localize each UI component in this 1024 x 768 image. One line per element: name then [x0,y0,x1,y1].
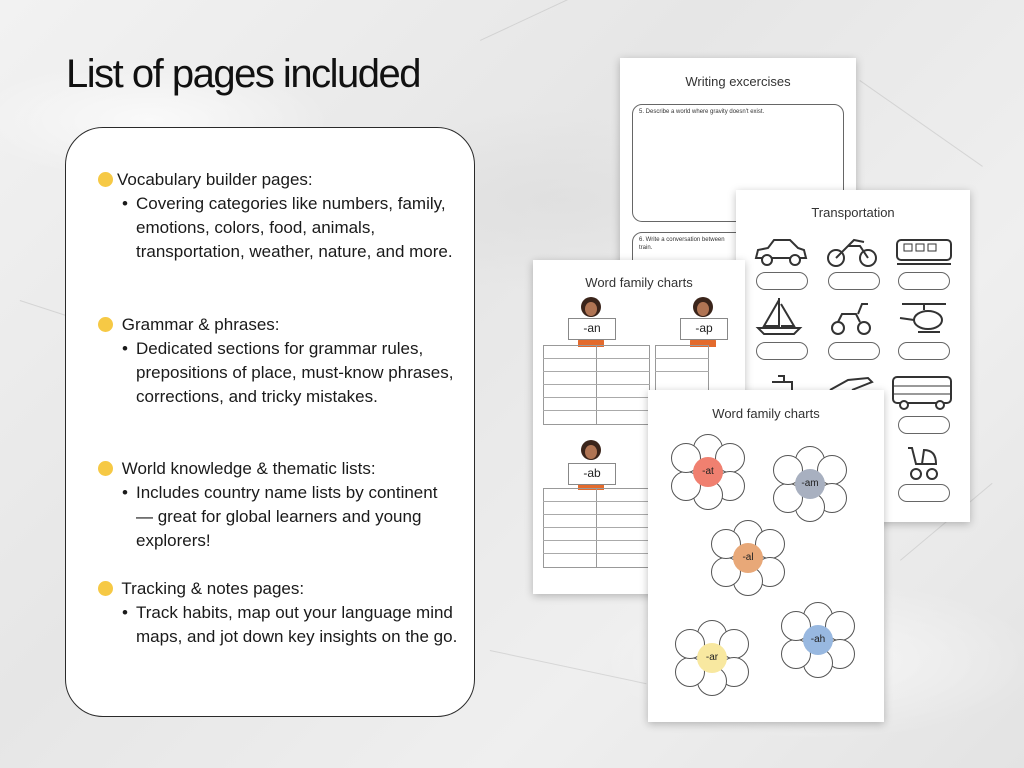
answer-pill [898,416,950,434]
answer-pill [828,342,880,360]
helicopter-icon [896,300,952,336]
chart-row-line [543,397,650,398]
car-icon [752,234,808,268]
answer-pill [898,272,950,290]
disc-bullet-icon: • [122,603,128,622]
word-flower [780,602,856,678]
section-world-knowledge [98,457,458,553]
chart-row-line [543,384,650,385]
section-heading [98,168,458,192]
pages-list-card [65,127,475,717]
word-flower [710,520,786,596]
chart-row-line [655,358,709,359]
word-family-flowers-page [648,390,884,722]
chart-cell [596,345,650,425]
marble-vein [859,80,982,167]
flowers-page-title: Word family charts [712,406,820,421]
section-heading-text: World knowledge & thematic lists: [121,459,376,478]
answer-pill [756,272,808,290]
section-heading-text: Tracking & notes pages: [121,579,305,598]
answer-pill [828,272,880,290]
transportation-page-title: Transportation [811,205,895,220]
chart-row-line [543,410,650,411]
page-title: List of pages included [66,52,420,96]
section-body [122,192,458,264]
section-body-text: Includes country name lists by continent — great for global learners and young explorers! [136,483,438,550]
section-heading [98,313,458,337]
bullet-dot-icon [98,172,113,187]
bullet-dot-icon [98,461,113,476]
stroller-icon [902,442,942,482]
scooter-icon [828,300,874,336]
section-body [122,601,458,649]
chart-cell [543,345,597,425]
chart-row-line [655,371,709,372]
kid-face-icon [585,445,597,459]
writing-prompt-continued: train. [639,245,653,251]
flower-center-label: -am [795,469,825,499]
section-heading-text: Vocabulary builder pages: [117,170,313,189]
chart-row-line [543,540,650,541]
disc-bullet-icon: • [122,483,128,502]
disc-bullet-icon: • [122,339,128,358]
chart-row-line [543,553,650,554]
answer-pill [898,342,950,360]
chart-row-line [543,501,650,502]
kid-face-icon [585,302,597,316]
section-tracking [98,577,458,649]
writing-prompt: 6. Write a conversation between [639,237,725,243]
marble-vein [490,650,647,684]
bus-icon [890,374,954,412]
answer-pill [898,484,950,502]
section-body-text: Track habits, map out your language mind maps, and jot down key insights on the go. [136,603,458,646]
section-heading [98,577,458,601]
flower-center-label: -al [733,543,763,573]
word-family-page-title: Word family charts [585,275,693,290]
chart-row-line [543,371,650,372]
writing-page-title: Writing excercises [685,74,791,89]
section-heading-text: Grammar & phrases: [121,315,280,334]
section-body [122,337,458,409]
flower-center-label: -ar [697,643,727,673]
section-grammar [98,313,458,409]
word-flower [670,434,746,510]
sailboat-icon [754,294,804,338]
section-heading [98,457,458,481]
chart-cell [543,488,597,568]
motorcycle-icon [824,234,880,268]
chart-cell [596,488,650,568]
chart-row-line [543,527,650,528]
chart-row-line [543,358,650,359]
flower-center-label: -at [693,457,723,487]
bullet-dot-icon [98,581,113,596]
ship-icon [762,372,802,392]
section-body-text: Covering categories like numbers, family, emotions, colors, food, animals, transportation, weather, nature, and more. [136,194,453,261]
section-body [122,481,458,553]
marble-vein [480,0,662,41]
section-vocabulary [98,168,458,264]
word-family-sign: -ab [568,463,616,485]
disc-bullet-icon: • [122,194,128,213]
answer-pill [756,342,808,360]
writing-prompt: 5. Describe a world where gravity doesn't exist. [639,109,765,115]
word-family-sign: -an [568,318,616,340]
airplane-icon [828,372,874,392]
word-flower [772,446,848,522]
word-family-sign: -ap [680,318,728,340]
flower-center-label: -ah [803,625,833,655]
kid-face-icon [697,302,709,316]
chart-row-line [543,514,650,515]
bullet-dot-icon [98,317,113,332]
word-flower [674,620,750,696]
train-icon [894,234,954,268]
section-body-text: Dedicated sections for grammar rules, prepositions of place, must-know phrases, corrections, and tricky mistakes. [136,339,454,406]
